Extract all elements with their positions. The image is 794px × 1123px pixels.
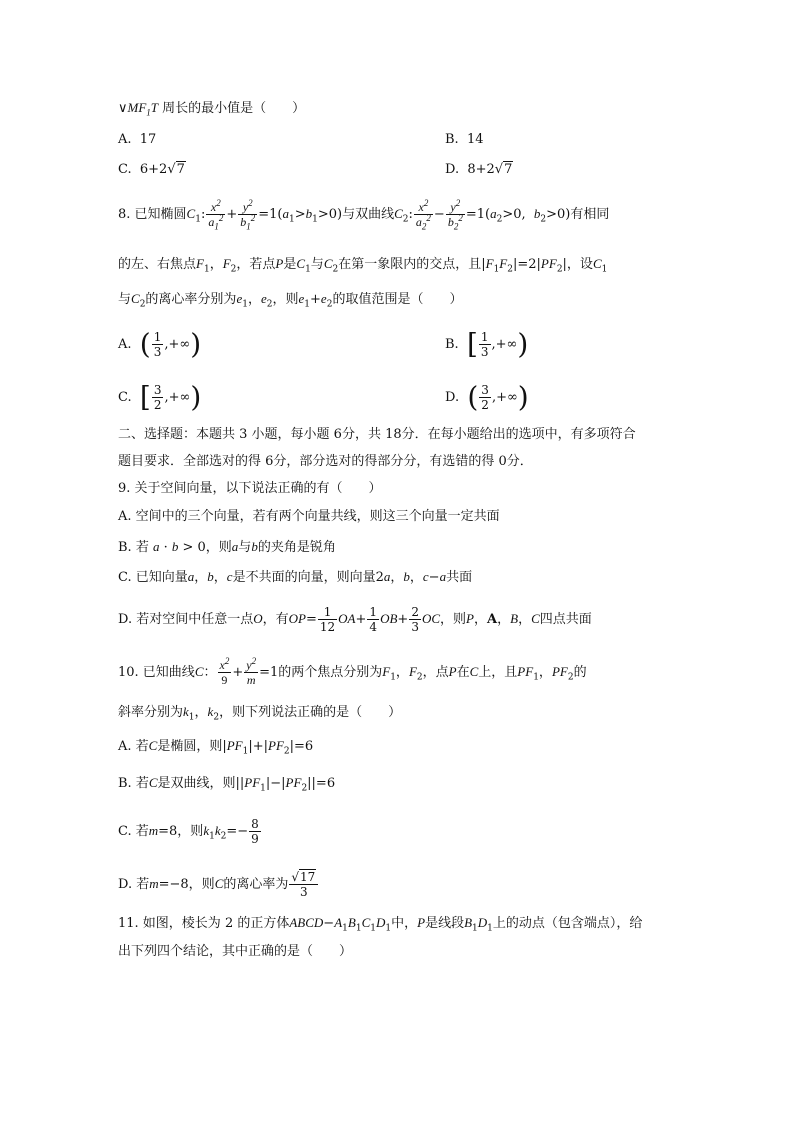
q9-option-b: B. 若 a · b > 0，则a与b的夹角是锐角: [118, 539, 336, 555]
q8-line1: 8. 已知椭圆$C_1$: $\frac{x^2}{a_1^2}$ + $\frac{y^2}{b_1^2}$ $=1(a_1>b_1>0)$与双曲线$C_2$: $\frac{x^2}{a_2^2}$ − $\frac{y^2}{b_2^2}$ $=1(a_2>0$, $b_2>0$)有相同: [118, 198, 610, 232]
q8-option-a: A. ( $\frac{1}{3}$ ,+∞): [118, 327, 202, 361]
q11-line1: 11. 如图，棱长为 2 的正方体$ABCD-A_1B_1C_1D_1$中，P是线段$B_1D_1$上的动点（包含端点），给: [118, 915, 643, 934]
q8-line2: 的左、右焦点$F_1$，$F_2$，若点P是$C_1$与$C_2$在第一象限内的交点，且$|F_1F_2|=2|PF_2|$，设$C_1$: [118, 256, 608, 275]
q7-option-d: D. 8+2√7: [445, 162, 513, 177]
q7-tail: $\vee MF_1T$ 周长的最小值是（ ）: [118, 100, 306, 118]
q8-option-c: C. [ $\frac{3}{2}$ ,+∞): [118, 380, 202, 414]
q8-option-d: D. ( $\frac{3}{2}$ ,+∞): [445, 380, 529, 414]
q9-option-c: C. 已知向量a，b，c是不共面的向量，则向量2a，b，c−a共面: [118, 569, 473, 585]
q9-option-d: D. 若对空间中任意一点O，有OP= $\frac{1}{12}$ OA+ $\frac{1}{4}$ OB+ $\frac{2}{3}$ OC，则P，A，B，C四点共面: [118, 605, 592, 634]
q10-line1: 10. 已知曲线C： $\frac{x^2}{9}$ + $\frac{y^2}{m}$ =1的两个焦点分别为$F_1$，$F_2$，点P在C上，且$PF_1$，$PF_2$的: [118, 656, 587, 687]
section2-line2: 题目要求．全部选对的得 6分，部分选对的得部分分，有选错的得 0分．: [118, 454, 533, 469]
q10-option-d: D. 若m=−8，则C的离心率为 $\frac{√17}{3}$: [118, 870, 319, 899]
q10-option-b: B. 若C是双曲线，则$||PF_1|-|PF_2||=6$: [118, 775, 336, 794]
q9-stem: 9. 关于空间向量，以下说法正确的有（ ）: [118, 481, 382, 496]
q7-option-c: C. 6+2√7: [118, 162, 185, 177]
q11-line2: 出下列四个结论，其中正确的是（ ）: [118, 944, 353, 959]
q9-option-a: A. 空间中的三个向量，若有两个向量共线，则这三个向量一定共面: [118, 509, 500, 524]
q8-option-b: B. [ $\frac{1}{3}$ ,+∞): [445, 327, 529, 361]
q10-line2: 斜率分别为$k_1$，$k_2$，则下列说法正确的是（ ）: [118, 704, 402, 723]
q7-option-a: A. 17: [118, 132, 157, 147]
q10-option-a: A. 若C是椭圆，则$|PF_1|+|PF_2|=6$: [118, 738, 314, 757]
q7-option-b: B. 14: [445, 132, 484, 147]
section2-line1: 二、选择题：本题共 3 小题，每小题 6分，共 18分．在每小题给出的选项中，有多项符合: [118, 427, 636, 442]
q10-option-c: C. 若m=8，则$k_1k_2=-$ $\frac{8}{9}$: [118, 817, 259, 846]
q8-line3: 与$C_2$的离心率分别为$e_1$，$e_2$，则$e_1+e_2$的取值范围是（ ）: [118, 291, 463, 310]
